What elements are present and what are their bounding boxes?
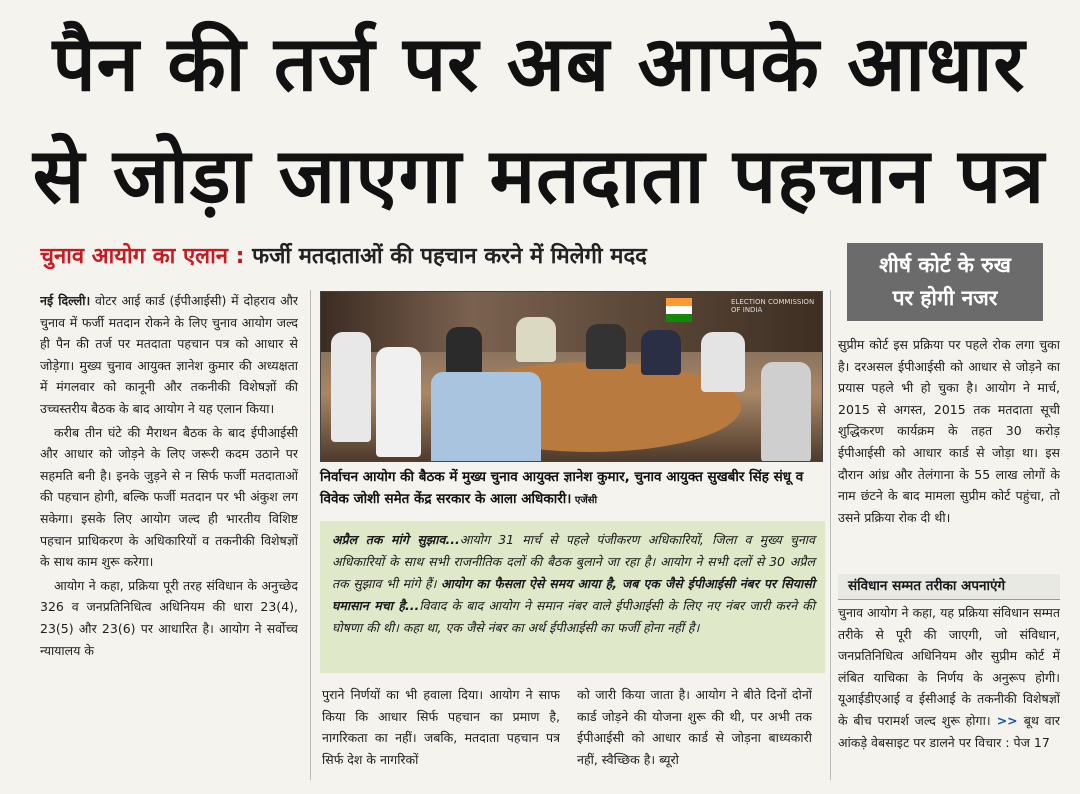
meeting-photo: [320, 291, 823, 462]
paragraph-3: आयोग ने कहा, प्रक्रिया पूरी तरह संविधान के अनुच्छेद 326 व जनप्रतिनिधित्व अधिनियम की धारा 23(4), 23(5) और 23(6) पर आधारित है। आयोग ने सर्वोच्च न्यायालय के: [40, 577, 298, 658]
info-text-1: आयोग 31 मार्च से पहले पंजीकरण अधिकारियों, जिला व मुख्य चुनाव अधिकारियों के साथ सभी राजनीतिक दलों की बैठक बुलाने जा रहा है। आयोग ने सभी दलों से 30 अप्रैल तक सुझाव भी मांगे हैं।: [332, 532, 815, 591]
headline-line-2: से जोड़ा जाएगा मतदाता पहचान पत्र: [32, 131, 1046, 220]
caption-text: निर्वाचन आयोग की बैठक में मुख्य चुनाव आयुक्त ज्ञानेश कुमार, चुनाव आयुक्त सुखबीर सिंह संधू व विवेक जोशी समेत केंद्र सरकार के आला अधिकारी।: [320, 469, 804, 507]
person-figure: [431, 372, 541, 462]
article-column-3: [577, 684, 812, 784]
paragraph-2: करीब तीन घंटे की मैराथन बैठक के बाद ईपीआईसी और आधार को जोड़ने के लिए जरूरी कदम उठाने पर सहमति बनी है। इनके जुड़ने से न सिर्फ फर्जी मतदाताओं की पहचान होगी, बल्कि फर्जी मतदान पर भी अंकुश लग सकेगा। इसके लिए आयोग जल्द ही भारतीय विशिष्ट पहचान प्राधिकरण के अधिकारियों व तकनीकी विशेषज्ञों के साथ काम शुरू करेगा।: [40, 424, 298, 570]
page-reference: बूथ वार आंकड़े वेबसाइट पर डालने पर विचार : पेज 17: [838, 712, 1060, 750]
info-text-2: विवाद के बाद आयोग ने समान नंबर वाले ईपीआईसी के लिए नए नंबर जारी करने की घोषणा की थी। कहा था, एक जैसे नंबर का अर्थ ईपीआईसी का फर्जी होना नहीं है।: [332, 598, 815, 635]
person-figure: [446, 327, 482, 377]
side-column-text: सुप्रीम कोर्ट इस प्रक्रिया पर पहले रोक लगा चुका है। दरअसल ईपीआईसी को आधार से जोड़ने का प्रयास पहले भी हो चुका है। आयोग ने मार्च, 2015 से अगस्त, 2015 तक मतदाता सूची शुद्धिकरण कार्यक्रम के तहत 30 करोड़ ईपीआईसी को आधार कार्ड से जोड़ा था। इस दौरान आंध्र और तेलंगाना के 55 लाख लोगों के नाम छंटने के बाद मामला सुप्रीम कोर्ट पहुंचा, तो उसने प्रक्रिया रोक दी थी।: [838, 337, 1060, 525]
person-figure: [701, 332, 745, 392]
column-rule: [310, 290, 311, 780]
side-heading: [847, 243, 1043, 321]
subhead-kicker: चुनाव आयोग का एलान :: [40, 244, 245, 269]
photo-caption: [320, 466, 825, 514]
headline: [14, 8, 1064, 232]
side-column-2-para: [838, 602, 1060, 753]
subheadline: [40, 240, 830, 276]
paragraph-1-text: वोटर आई कार्ड (ईपीआईसी) में दोहराव और चुनाव में फर्जी मतदान रोकने के लिए चुनाव आयोग जल्द ही पैन की तर्ज पर मतदाता पहचान पत्र को आधार से जोड़ेगा। मुख्य चुनाव आयुक्त ज्ञानेश कुमार की अध्यक्षता में मंगलवार को कानूनी और तकनीकी विशेषज्ञों की उच्चस्तरीय बैठक के बाद आयोग ने यह एलान किया।: [40, 293, 298, 416]
side-column-2: [838, 602, 1060, 782]
info-box: [320, 521, 825, 673]
person-figure: [641, 330, 681, 375]
info-lead: अप्रैल तक मांगे सुझाव...: [332, 532, 460, 547]
article-column-2: [322, 684, 560, 784]
section-subheading: संविधान सम्मत तरीका अपनाएंगे: [838, 574, 1060, 600]
person-figure: [586, 324, 626, 369]
person-figure: [761, 362, 811, 462]
headline-line-1: पैन की तर्ज पर अब आपके आधार: [52, 19, 1026, 108]
photo-sign: ELECTION COMMISSION OF INDIA: [731, 298, 815, 314]
article-column-1: [40, 290, 298, 780]
continuation-arrow: >>: [990, 712, 1024, 728]
side-heading-line-1: शीर्ष कोर्ट के रुख: [879, 253, 1011, 277]
subhead-text: फर्जी मतदाताओं की पहचान करने में मिलेगी मदद: [244, 244, 647, 269]
person-figure: [376, 347, 421, 457]
column-2-text: पुराने निर्णयों का भी हवाला दिया। आयोग ने साफ किया कि आधार सिर्फ पहचान का प्रमाण है, नागरिकता का नहीं। जबकि, मतदाता पहचान पत्र सिर्फ देश के नागरिकों: [322, 687, 560, 767]
person-figure: [331, 332, 371, 442]
side-column-2-text: चुनाव आयोग ने कहा, यह प्रक्रिया संविधान सम्मत तरीके से पूरी की जाएगी, जो संविधान, जनप्रतिनिधित्व अधिनियम और सुप्रीम कोर्ट में लंबित याचिका के निर्णय के अनुरूप होगी। यूआईडीएआई व ईसीआई के तकनीकी विशेषज्ञों के बीच परामर्श जल्द शुरू होगा।: [838, 605, 1060, 728]
person-figure: [516, 317, 556, 362]
side-heading-line-2: पर होगी नजर: [892, 286, 998, 310]
side-column: [838, 334, 1060, 574]
paragraph-1: [40, 290, 298, 420]
dateline: नई दिल्ली।: [40, 293, 91, 308]
column-rule: [830, 290, 831, 780]
india-flag: [666, 298, 692, 322]
caption-credit: एजेंसी: [571, 495, 598, 506]
info-bold: आयोग का फैसला ऐसे समय आया है, जब एक जैसे ईपीआईसी नंबर पर सियासी घमासान मचा है...: [332, 576, 815, 613]
column-3-text: को जारी किया जाता है। आयोग ने बीते दिनों दोनों कार्ड जोड़ने की योजना शुरू की थी, पर अभी तक ईपीआईसी को आधार कार्ड से जोड़ना बाध्यकारी नहीं, स्वैच्छिक है। ब्यूरो: [577, 687, 812, 767]
